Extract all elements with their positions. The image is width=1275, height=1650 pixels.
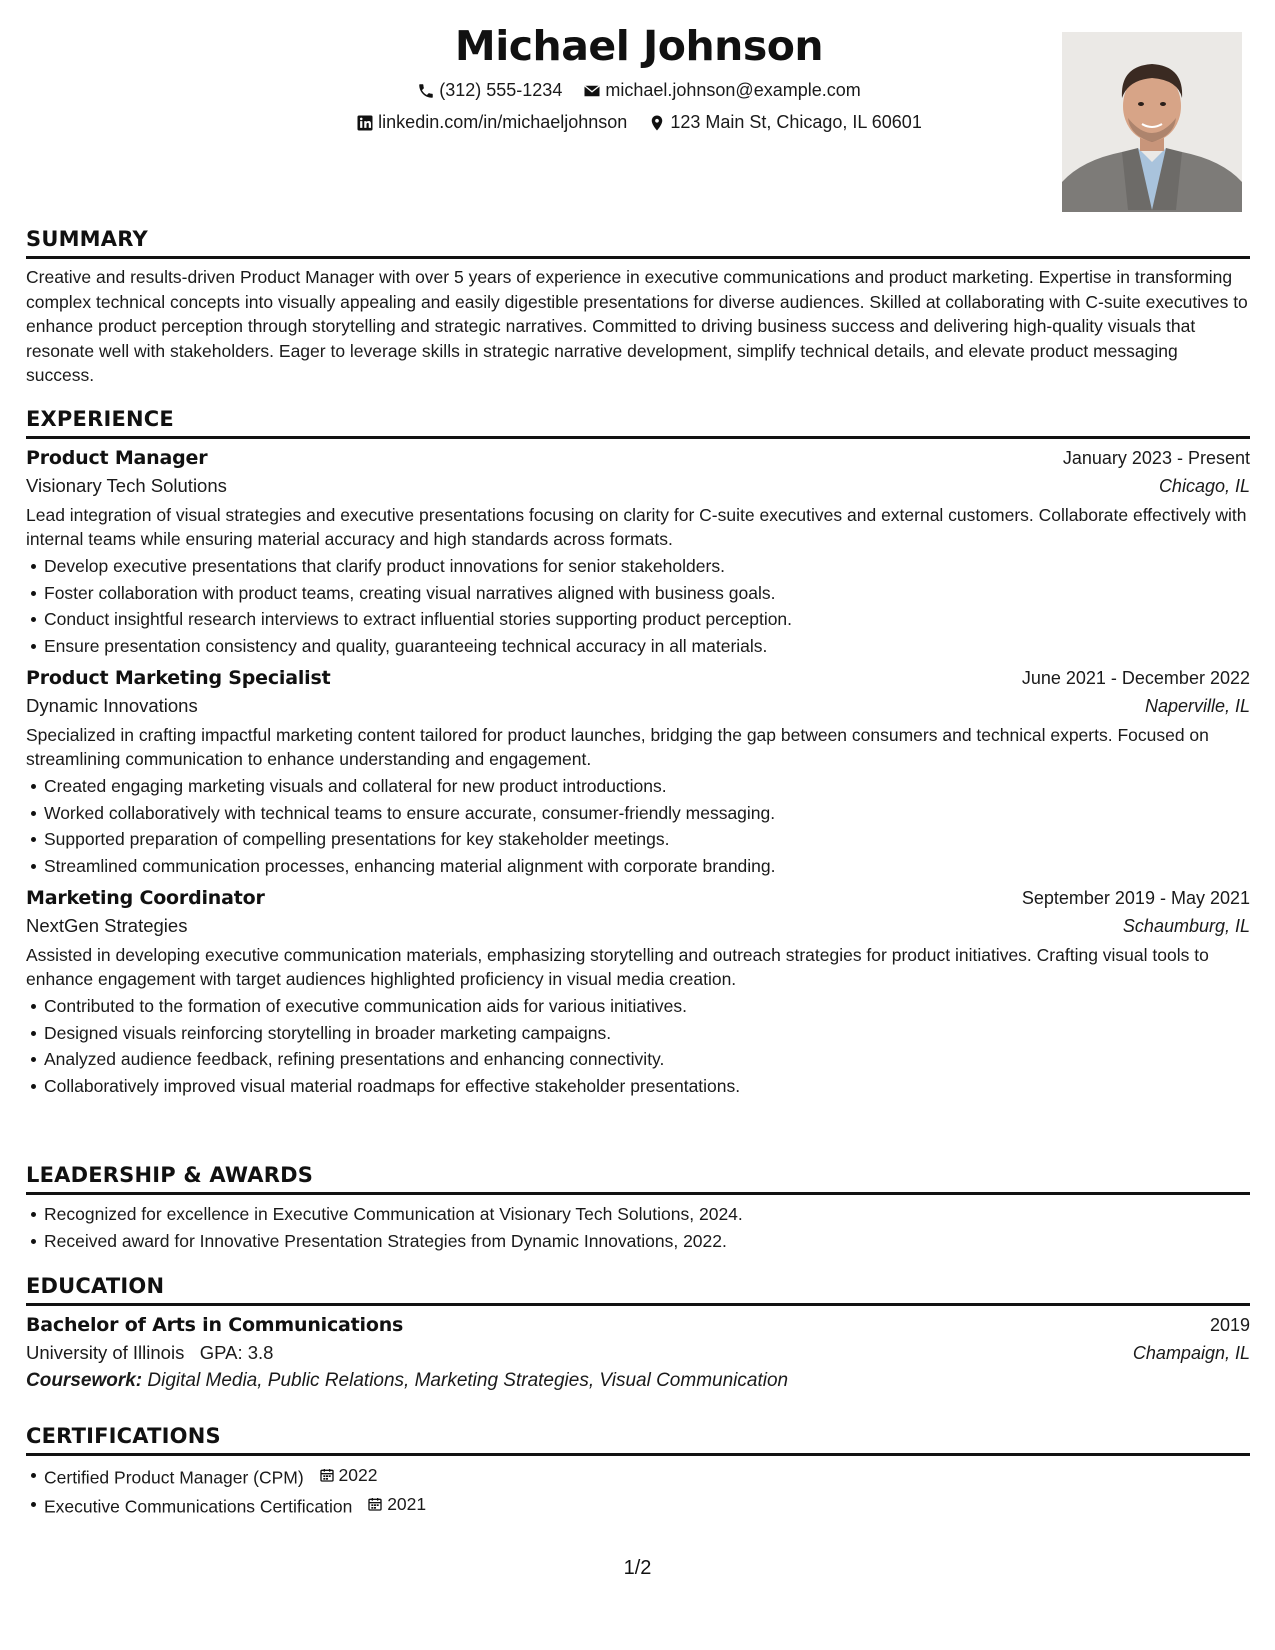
- job-entry: [26, 887, 1250, 1099]
- education-section: [26, 1274, 1250, 1392]
- experience-heading: EXPERIENCE: [26, 407, 1250, 439]
- job-location: Naperville, IL: [1144, 696, 1250, 716]
- avatar-portrait: [1062, 32, 1242, 212]
- gpa: GPA: 3.8: [199, 1342, 274, 1363]
- job-description: Assisted in developing executive communication materials, emphasizing storytelling and outreach strategies for product initiatives. Crafting visual tools to enhance engagement with target audiences highlighted proficiency in visual media creation.: [26, 945, 1209, 989]
- cert-year: 2022: [338, 1465, 378, 1485]
- calendar-icon: [367, 1496, 383, 1512]
- list-item: Created engaging marketing visuals and collateral for new product introductions.: [26, 773, 1250, 800]
- coursework: [26, 1370, 1250, 1392]
- list-item: Streamlined communication processes, enhancing material alignment with corporate branding.: [26, 853, 1250, 880]
- cert-year: 2021: [387, 1493, 427, 1514]
- job-entry: [26, 447, 1250, 659]
- graduation-year: 2019: [1209, 1315, 1250, 1335]
- school-location: Champaign, IL: [1132, 1343, 1250, 1363]
- job-date: September 2019 - May 2021: [1021, 888, 1250, 908]
- envelope-icon: [583, 82, 601, 100]
- summary-section: [26, 227, 1250, 388]
- list-item: Designed visuals reinforcing storytelling in broader marketing campaigns.: [26, 1020, 1250, 1047]
- phone-icon: [417, 82, 435, 100]
- list-item: Ensure presentation consistency and quality, guaranteeing technical accuracy in all materials.: [26, 633, 1250, 660]
- school-name: University of Illinois: [26, 1342, 185, 1363]
- contact-linkedin[interactable]: [356, 112, 627, 133]
- list-item: Conduct insightful research interviews to extract influential stories supporting product perception.: [26, 606, 1250, 633]
- degree-title: Bachelor of Arts in Communications: [26, 1314, 404, 1336]
- certifications-section: [26, 1424, 1250, 1520]
- resume-header: [26, 22, 1252, 222]
- list-item: Develop executive presentations that clarify product innovations for senior stakeholders.: [26, 553, 1250, 580]
- job-bullets: [26, 553, 1250, 659]
- profile-photo: [1062, 32, 1242, 212]
- job-description: Specialized in crafting impactful marketing content tailored for product launches, bridging the gap between consumers and technical experts. Focused on streamlining communication to enhance understanding and engagement.: [26, 725, 1209, 769]
- job-description: Lead integration of visual strategies and executive presentations focusing on clarity for C-suite executives and external customers. Collaborate effectively with internal teams while ensuring material accuracy and high standards across formats.: [26, 505, 1247, 549]
- contact-address: [648, 112, 922, 133]
- list-item: [26, 1491, 1250, 1520]
- list-item: Recognized for excellence in Executive Communication at Visionary Tech Solutions, 2024.: [26, 1201, 1250, 1228]
- summary-text: Creative and results-driven Product Manager with over 5 years of experience in executive communications and product marketing. Expertise in transforming complex technical concepts into visually appealing and easily digestible presentations for diverse audiences. Skilled at collaborating with C-suite executives to enhance product perception through storytelling and strategic narratives. Committed to driving business success and delivering high-quality visuals that resonate well with stakeholders. Eager to leverage skills in strategic narrative development, simplify technical details, and elevate product messaging success.: [26, 267, 1248, 385]
- leadership-section: [26, 1163, 1250, 1254]
- certifications-heading: CERTIFICATIONS: [26, 1424, 1250, 1456]
- linkedin-text: linkedin.com/in/michaeljohnson: [378, 112, 628, 132]
- job-title: Product Marketing Specialist: [26, 667, 331, 689]
- leadership-heading: LEADERSHIP & AWARDS: [26, 1163, 1250, 1195]
- contact-phone: [417, 80, 562, 101]
- linkedin-icon: [356, 114, 374, 132]
- list-item: [26, 1462, 1250, 1491]
- list-item: Contributed to the formation of executive communication aids for various initiatives.: [26, 993, 1250, 1020]
- job-company: NextGen Strategies: [26, 915, 188, 936]
- cert-name: Certified Product Manager (CPM): [44, 1467, 304, 1488]
- contact-email[interactable]: [583, 80, 860, 101]
- cert-date: [367, 1491, 426, 1518]
- list-item: Analyzed audience feedback, refining presentations and enhancing connectivity.: [26, 1046, 1250, 1073]
- education-entry: [26, 1314, 1250, 1392]
- certifications-list: [26, 1462, 1250, 1520]
- phone-text: (312) 555-1234: [439, 80, 563, 100]
- candidate-name: Michael Johnson: [454, 22, 824, 70]
- job-date: January 2023 - Present: [1062, 448, 1250, 468]
- job-bullets: [26, 773, 1250, 879]
- job-title: Marketing Coordinator: [26, 887, 265, 909]
- job-company: Visionary Tech Solutions: [26, 475, 227, 496]
- page-number: 1/2: [623, 1557, 652, 1579]
- leadership-list: [26, 1201, 1250, 1254]
- job-title: Product Manager: [26, 447, 208, 469]
- job-location: Chicago, IL: [1158, 476, 1250, 496]
- cert-date: [319, 1462, 378, 1489]
- job-location: Schaumburg, IL: [1122, 916, 1250, 936]
- email-text: michael.johnson@example.com: [605, 80, 861, 100]
- cert-name: Executive Communications Certification: [44, 1496, 353, 1516]
- coursework-list: Digital Media, Public Relations, Marketing Strategies, Visual Communication: [147, 1370, 789, 1391]
- experience-section: [26, 407, 1250, 1099]
- list-item: Collaboratively improved visual material roadmaps for effective stakeholder presentations.: [26, 1073, 1250, 1100]
- coursework-label: Coursework:: [26, 1370, 143, 1391]
- list-item: Supported preparation of compelling presentations for key stakeholder meetings.: [26, 826, 1250, 853]
- job-bullets: [26, 993, 1250, 1099]
- address-text: 123 Main St, Chicago, IL 60601: [670, 112, 922, 132]
- list-item: Received award for Innovative Presentation Strategies from Dynamic Innovations, 2022.: [26, 1228, 1250, 1255]
- job-entry: [26, 667, 1250, 879]
- job-company: Dynamic Innovations: [26, 695, 198, 716]
- school-line: [26, 1342, 273, 1364]
- summary-heading: SUMMARY: [26, 227, 1250, 259]
- list-item: Foster collaboration with product teams, creating visual narratives aligned with business goals.: [26, 580, 1250, 607]
- job-date: June 2021 - December 2022: [1021, 668, 1250, 688]
- calendar-icon: [319, 1467, 335, 1483]
- list-item: Worked collaboratively with technical teams to ensure accurate, consumer-friendly messaging.: [26, 800, 1250, 827]
- map-pin-icon: [648, 114, 666, 132]
- education-heading: EDUCATION: [26, 1274, 1250, 1306]
